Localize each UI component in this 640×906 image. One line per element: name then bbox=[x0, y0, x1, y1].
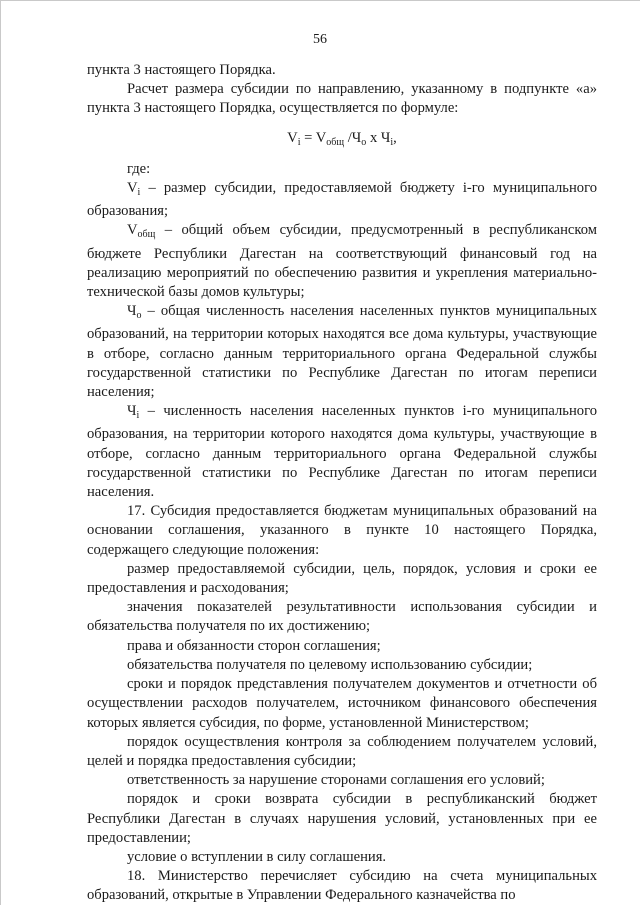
clause-item: условие о вступлении в силу соглашения. bbox=[127, 848, 387, 865]
scan-edge-top bbox=[0, 0, 640, 1]
clause-item: обязательства получателя по целевому использованию субсидии; bbox=[127, 656, 533, 673]
formula: $V_i = V_{общ}$ $/Ч_o$ х $Ч_i$, bbox=[287, 129, 397, 148]
paragraph: пункта 3 настоящего Порядка. bbox=[87, 62, 276, 78]
definition-vobsch: $V_{общ}$ – общий объем субсидии, предусмотренный в республиканском бюджете Республики Дагестан на соответствующий финансовый год на реализацию мероприятий по обеспечению развития и укрепления материально-технической базы домов культуры; bbox=[87, 222, 597, 301]
clause-17: 17. Субсидия предоставляется бюджетам муниципальных образований на основании соглашения, указанного в пункте 10 настоящего Порядка, содержащего следующие положения: bbox=[87, 503, 597, 558]
clause-item: значения показателей результативности использования субсидии и обязательства получателя по их достижению; bbox=[87, 599, 597, 635]
clause-item: права и обязанности сторон соглашения; bbox=[127, 637, 381, 654]
paragraph: Расчет размера субсидии по направлению, указанному в подпункте «а» пункта 3 настоящего Порядка, осуществляется по формуле: bbox=[87, 81, 597, 117]
where-label: где: bbox=[127, 160, 151, 177]
definition-vi: $V_i$ – размер субсидии, предоставляемой бюджету i-го муниципального образования; bbox=[87, 180, 597, 220]
definition-chi: $Ч_i$ – численность населения населенных пунктов i-го муниципального образования, на территории которого находятся дома культуры, участвующие в отборе, согласно данным территориального органа Федеральной службы государственной статистики по Республике Дагестан по итогам переписи населения. bbox=[87, 403, 597, 501]
clause-item: порядок и сроки возврата субсидии в республиканский бюджет Республики Дагестан в случаях нарушения условий, установленных при ее предоставлении; bbox=[87, 791, 597, 846]
definition-cho: $Ч_o$ – общая численность населения населенных пунктов муниципальных образований, на территории которых находятся все дома культуры, участвующие в отборе, согласно данным территориального органа Федеральной службы государственной статистики по Республике Дагестан по итогам переписи населения; bbox=[87, 303, 597, 401]
document-body bbox=[87, 61, 597, 906]
clause-item: порядок осуществления контроля за соблюдением получателем условий, целей и порядка предоставления субсидии; bbox=[87, 733, 597, 769]
clause-item: сроки и порядок представления получателем документов и отчетности об осуществлении расходов получателем, источником финансового обеспечения которых является субсидия, по форме, установленной Министерством; bbox=[87, 676, 597, 731]
page-number: 56 bbox=[313, 32, 327, 47]
scan-edge-left bbox=[0, 0, 1, 905]
clause-item: размер предоставляемой субсидии, цель, порядок, условия и сроки ее предоставления и расходования; bbox=[87, 560, 597, 597]
clause-item: ответственность за нарушение сторонами соглашения его условий; bbox=[127, 772, 545, 789]
clause-18: 18. Министерство перечисляет субсидию на счета муниципальных образований, открытые в Управлении Федерального казначейства по bbox=[87, 868, 597, 904]
